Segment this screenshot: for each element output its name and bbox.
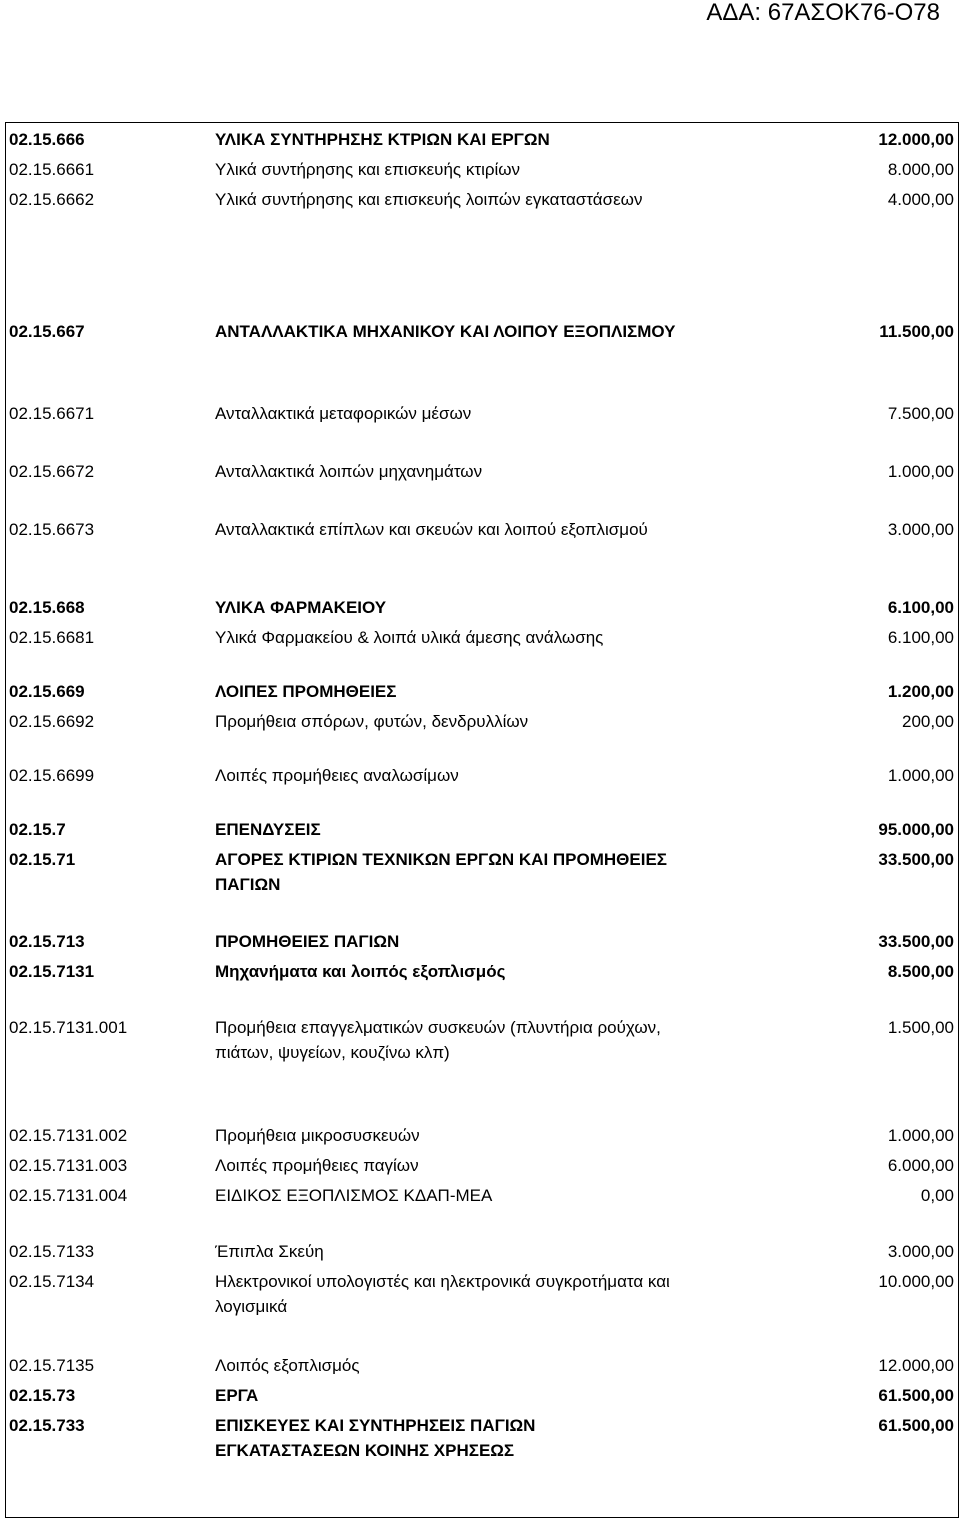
amount: 3.000,00 [887, 1242, 954, 1261]
amount: 33.500,00 [878, 850, 954, 869]
account-description: ΛΟΙΠΕΣ ΠΡΟΜΗΘΕΙΕΣ [215, 682, 397, 701]
account-code: 02.15.6661 [9, 160, 95, 179]
account-description: Έπιπλα Σκεύη [215, 1242, 324, 1261]
account-description: Ανταλλακτικά μεταφορικών μέσων [215, 404, 472, 423]
account-description: ΕΠΙΣΚΕΥΕΣ ΚΑΙ ΣΥΝΤΗΡΗΣΕΙΣ ΠΑΓΙΩΝ ΕΓΚΑΤΑΣΤΑΣΕΩΝ ΚΟΙΝΗΣ ΧΡΗΣΕΩΣ [215, 1416, 536, 1460]
amount: 1.200,00 [887, 682, 954, 701]
amount: 1.000,00 [887, 1126, 954, 1145]
amount: 33.500,00 [878, 932, 954, 951]
account-code: 02.15.7131 [9, 962, 95, 981]
amount: 6.100,00 [887, 628, 954, 647]
account-description: Λοιπός εξοπλισμός [215, 1356, 360, 1375]
account-description: ΥΛΙΚΑ ΣΥΝΤΗΡΗΣΗΣ ΚΤΡΙΩΝ ΚΑΙ ΕΡΓΩΝ [215, 130, 550, 149]
account-description: Προμήθεια επαγγελματικών συσκευών (πλυντήρια ρούχων, πιάτων, ψυγείων, κουζίνω κλπ) [215, 1018, 661, 1062]
account-description: ΑΓΟΡΕΣ ΚΤΙΡΙΩΝ ΤΕΧΝΙΚΩΝ ΕΡΓΩΝ ΚΑΙ ΠΡΟΜΗΘΕΙΕΣ ΠΑΓΙΩΝ [215, 850, 667, 894]
account-description: Ανταλλακτικά επίπλων και σκευών και λοιπού εξοπλισμού [215, 520, 648, 539]
amount: 1.000,00 [887, 462, 954, 481]
amount: 61.500,00 [878, 1416, 954, 1435]
account-code: 02.15.7131.003 [9, 1156, 128, 1175]
amount: 1.000,00 [887, 766, 954, 785]
account-description: Ανταλλακτικά λοιπών μηχανημάτων [215, 462, 483, 481]
amount: 12.000,00 [878, 130, 954, 149]
account-code: 02.15.7133 [9, 1242, 95, 1261]
account-code: 02.15.713 [9, 932, 85, 951]
amount: 6.000,00 [887, 1156, 954, 1175]
amount: 95.000,00 [878, 820, 954, 839]
account-code: 02.15.6681 [9, 628, 95, 647]
account-description: Λοιπές προμήθειες παγίων [215, 1156, 419, 1175]
amount: 0,00 [920, 1186, 954, 1205]
account-code: 02.15.668 [9, 598, 85, 617]
amount: 12.000,00 [878, 1356, 954, 1375]
account-code: 02.15.7134 [9, 1272, 95, 1291]
account-description: ΕΠΕΝΔΥΣΕΙΣ [215, 820, 321, 839]
amount: 1.500,00 [887, 1018, 954, 1037]
account-code: 02.15.73 [9, 1386, 76, 1405]
account-code: 02.15.6692 [9, 712, 95, 731]
account-code: 02.15.669 [9, 682, 85, 701]
account-code: 02.15.7131.002 [9, 1126, 128, 1145]
account-code: 02.15.6671 [9, 404, 95, 423]
amount: 4.000,00 [887, 190, 954, 209]
account-code: 02.15.6662 [9, 190, 95, 209]
amount: 7.500,00 [887, 404, 954, 423]
account-description: Υλικά συντήρησης και επισκευής λοιπών εγκαταστάσεων [215, 190, 643, 209]
amount: 10.000,00 [878, 1272, 954, 1291]
account-code: 02.15.6699 [9, 766, 95, 785]
account-description: Προμήθεια σπόρων, φυτών, δενδρυλλίων [215, 712, 529, 731]
account-description: ΥΛΙΚΑ ΦΑΡΜΑΚΕΙΟΥ [215, 598, 387, 617]
amount: 3.000,00 [887, 520, 954, 539]
account-description: Προμήθεια μικροσυσκευών [215, 1126, 420, 1145]
amount: 8.500,00 [887, 962, 954, 981]
account-description: Υλικά Φαρμακείου & λοιπά υλικά άμεσης ανάλωσης [215, 628, 604, 647]
account-description: ΑΝΤΑΛΛΑΚΤΙΚΑ ΜΗΧΑΝΙΚΟΥ ΚΑΙ ΛΟΙΠΟΥ ΕΞΟΠΛΙΣΜΟΥ [215, 322, 676, 341]
account-code: 02.15.7131.001 [9, 1018, 128, 1037]
account-code: 02.15.6673 [9, 520, 95, 539]
account-code: 02.15.666 [9, 130, 85, 149]
account-code: 02.15.7135 [9, 1356, 95, 1375]
account-code: 02.15.71 [9, 850, 76, 869]
account-description: ΕΡΓΑ [215, 1386, 259, 1405]
account-description: Λοιπές προμήθειες αναλωσίμων [215, 766, 459, 785]
account-description: Μηχανήματα και λοιπός εξοπλισμός [215, 962, 506, 981]
account-description: ΠΡΟΜΗΘΕΙΕΣ ΠΑΓΙΩΝ [215, 932, 400, 951]
amount: 8.000,00 [887, 160, 954, 179]
account-code: 02.15.667 [9, 322, 85, 341]
account-description: Ηλεκτρονικοί υπολογιστές και ηλεκτρονικά συγκροτήματα και λογισμικά [215, 1272, 670, 1316]
account-code: 02.15.733 [9, 1416, 85, 1435]
amount: 61.500,00 [878, 1386, 954, 1405]
amount: 200,00 [902, 712, 954, 731]
account-code: 02.15.7131.004 [9, 1186, 128, 1205]
amount: 11.500,00 [879, 322, 954, 341]
budget-table [5, 122, 959, 1518]
account-description: ΕΙΔΙΚΟΣ ΕΞΟΠΛΙΣΜΟΣ ΚΔΑΠ-ΜΕΑ [215, 1186, 493, 1205]
account-code: 02.15.7 [9, 820, 66, 839]
amount: 6.100,00 [887, 598, 954, 617]
account-description: Υλικά συντήρησης και επισκευής κτιρίων [215, 160, 521, 179]
account-code: 02.15.6672 [9, 462, 95, 481]
ada-header: ΑΔΑ: 67ΑΣΟΚ76-Ο78 [706, 0, 940, 26]
